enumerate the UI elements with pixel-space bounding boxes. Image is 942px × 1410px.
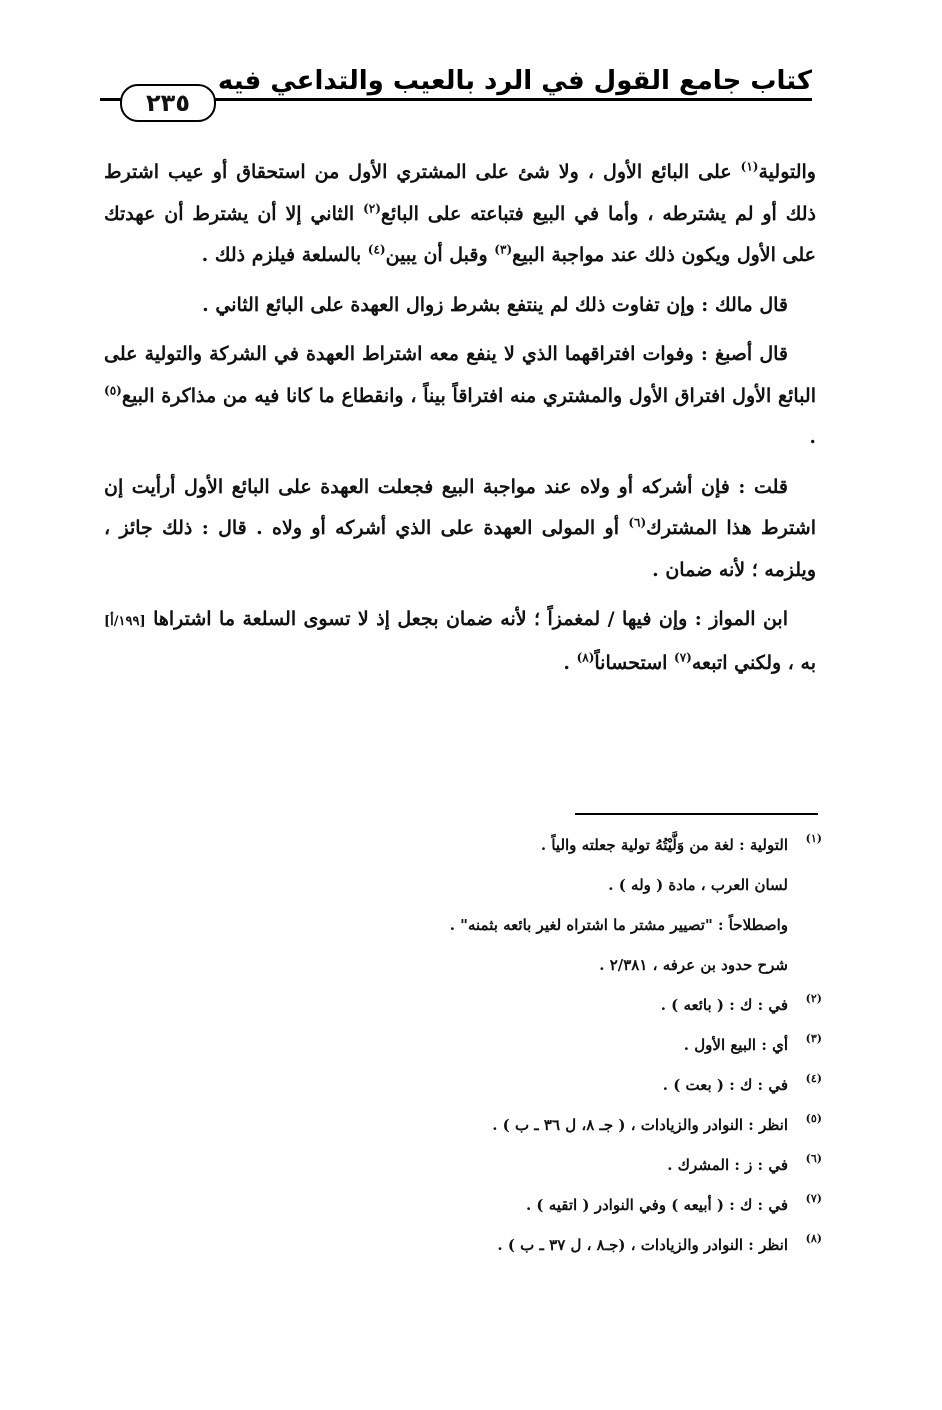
footnote-1-line-4: شرح حدود بن عرفه ، ٢/٣٨١ . (599, 956, 788, 974)
footnote-ref-3[interactable]: (٣) (494, 242, 513, 257)
footnote-ref-1[interactable]: (١) (740, 159, 759, 174)
footnote-3: (٣) أي : البيع الأول . (300, 1030, 822, 1070)
footnote-number: (٥) (805, 1112, 822, 1125)
footnotes (300, 830, 822, 1270)
footnote-number: (٤) (805, 1072, 822, 1085)
footnote-1-line-2: لسان العرب ، مادة ( وله ) . (608, 876, 788, 894)
footnote-number: (٨) (805, 1232, 822, 1245)
footnote-ref-7[interactable]: (٧) (674, 650, 692, 665)
footnote-number: (٧) (805, 1192, 822, 1205)
running-header-title: كتاب جامع القول في الرد بالعيب والتداعي فيه (217, 66, 812, 96)
paragraph-1: والتولية$^{(١)}$ على البائع الأول ، ولا شئ على المشتري الأول من استحقاق أو عيب اشترط ذلك أو لم يشترطه ، وأما في البيع فتباعته على البائع$^{(٢)}$ الثاني إلا أن يشترط أن عهدتك على الأول ويكون ذلك عند مواجبة البيع$^{(٣)}$ وقبل أن يبين$^{(٤)}$ بالسلعة فيلزم ذلك . (104, 159, 816, 266)
footnote-ref-2[interactable]: (٢) (363, 201, 381, 216)
footnote-7: (٧) في : ك : ( أبيعه ) وفي النوادر ( اتقيه ) . (300, 1190, 822, 1230)
footnote-number: (٦) (805, 1152, 822, 1165)
footnote-5: (٥) انظر : النوادر والزيادات ، ( جـ ٨، ل ٣٦ ـ ب ) . (300, 1110, 822, 1150)
footnote-1-line-3: واصطلاحاً : "تصيير مشتر ما اشتراه لغير بائعه بثمنه" . (449, 916, 788, 934)
paragraph-5: ابن المواز : وإن فيها / لمغمزاً ؛ لأنه ضمان بجعل إذ لا تسوى السلعة ما اشتراها [١٩٩/أ] به ، ولكني اتبعه$^{(٧)}$ استحساناً$^{(٨)}$ . (104, 608, 816, 674)
paragraph-2: قال مالك : وإن تفاوت ذلك لم ينتفع بشرط زوال العهدة على البائع الثاني . (202, 293, 788, 316)
page-number-badge: ٢٣٥ (120, 84, 216, 122)
footnote-ref-8[interactable]: (٨) (576, 650, 595, 665)
footnote-ref-6[interactable]: (٦) (628, 515, 647, 530)
footnote-8: (٨) انظر : النوادر والزيادات ، (جـ٨ ، ل ٣٧ ـ ب ) . (300, 1230, 822, 1270)
footnote-number: (١) (805, 832, 822, 845)
paragraph-3: قال أصبغ : وفوات افتراقهما الذي لا ينفع معه اشتراط العهدة في الشركة والتولية على البائع الأول افتراق الأول والمشتري منه افتراقاً بيناً ، وانقطاع ما كانا فيه من مذاكرة البيع$^{(٥)}$ . (104, 343, 816, 448)
paragraph-4: قلت : فإن أشركه أو ولاه عند مواجبة البيع فجعلت العهدة على البائع الأول أرأيت إن اشترط هذا المشترك$^{(٦)}$ أو المولى العهدة على الذي أشركه أو ولاه . قال : ذلك جائز ، ويلزمه ؛ لأنه ضمان . (104, 475, 816, 581)
footnote-separator (575, 813, 818, 815)
footnote-2: (٢) في : ك : ( بائعه ) . (300, 990, 822, 1030)
footnote-number: (٣) (805, 1032, 822, 1045)
footnote-number: (٢) (805, 992, 822, 1005)
footnote-4: (٤) في : ك : ( بعت ) . (300, 1070, 822, 1110)
footnote-6: (٦) في : ز : المشرك . (300, 1150, 822, 1190)
footnote-ref-5[interactable]: (٥) (104, 383, 122, 398)
folio-marker: [١٩٩/أ] (104, 614, 146, 629)
footnote-1-line-1: (١) التولية : لغة من وَلَّيْتُهُ تولية جعلته والياً . (300, 830, 822, 870)
footnote-ref-4[interactable]: (٤) (367, 242, 386, 257)
main-text (104, 152, 816, 692)
